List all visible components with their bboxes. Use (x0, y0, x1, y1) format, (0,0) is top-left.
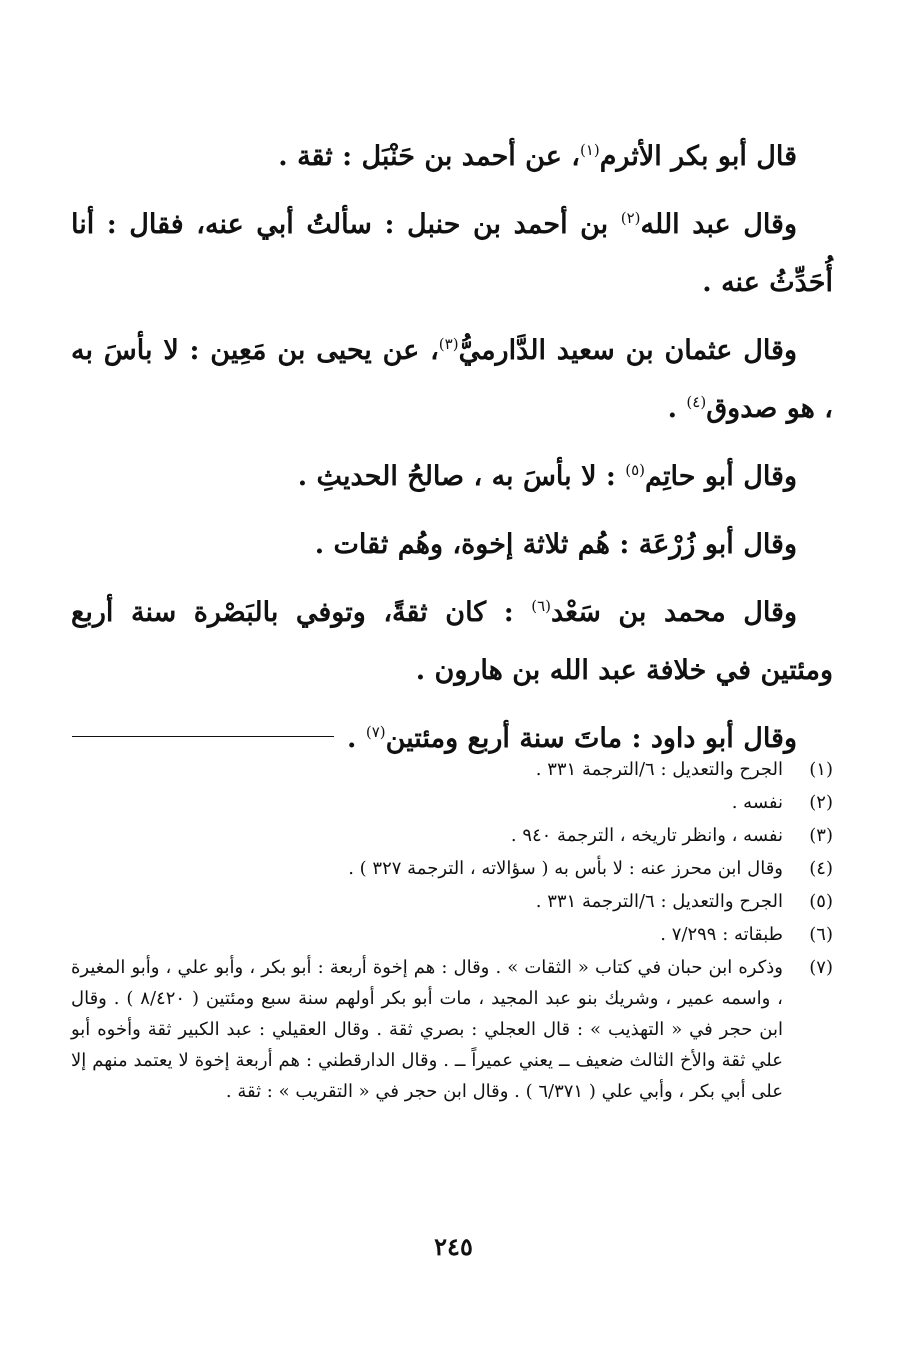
footnote-7 (71, 952, 833, 1107)
footnote-number: (٢) (809, 792, 833, 813)
paragraph-4: وقال أبو حاتِم$^{(٥)}$ : لا بأسَ به ، صالحُ الحديثِ . (297, 461, 797, 492)
footnote-3 (71, 820, 833, 851)
footnote-1 (71, 754, 833, 785)
footnotes (71, 754, 833, 1109)
footnote-text: نفسه . (731, 792, 783, 813)
footnote-2 (71, 787, 833, 818)
footnote-4 (71, 853, 833, 884)
paragraph-5: وقال أبو زُرْعَة : هُم ثلاثة إخوة، وهُم ثقات . (314, 529, 797, 560)
footnote-number: (٧) (809, 957, 833, 978)
paragraph-2: وقال عبد الله$^{(٢)}$ بن أحمد بن حنبل : سألتُ أبي عنه، فقال : أنا أُحَدِّثُ عنه . (71, 209, 833, 298)
paragraph-7: وقال أبو داود : ماتَ سنة أربع ومئتين$^{(٧)}$ . (347, 723, 797, 754)
paragraph-3: وقال عثمان بن سعيد الدَّارميُّ$^{(٣)}$، عن يحيى بن مَعِين : لا بأسَ به ، هو صدوق$^{(٤)}$ . (71, 335, 833, 424)
footnote-separator (72, 736, 334, 737)
footnote-ref-3[interactable]: (٣) (438, 335, 459, 353)
footnote-number: (٦) (809, 924, 833, 945)
footnote-ref-6[interactable]: (٦) (531, 597, 551, 615)
page-number: ٢٤٥ (434, 1232, 473, 1261)
footnote-text: الجرح والتعديل : ٦/الترجمة ٣٣١ . (535, 759, 783, 780)
footnote-text: طبقاته : ٧/٢٩٩ . (660, 924, 783, 945)
main-text (71, 128, 833, 768)
footnote-text: وذكره ابن حبان في كتاب « الثقات » . وقال : هم إخوة أربعة : أبو بكر ، وأبو علي ، وأبو المغيرة ، واسمه عمير ، وشريك بنو عبد المجيد ، مات أبو بكر أولهم سنة سبع ومئتين ( ٨/٤٢٠ ) . وقال ابن حجر في « التهذيب » : قال العجلي : بصري ثقة . وقال العقيلي : عبد الكبير ثقة وأخوه أبو علي ثقة والأخ الثالث ضعيف ــ يعني عميراً ــ . وقال الدارقطني : هم أربعة إخوة لا يعتمد منهم إلا على أبي بكر ، وأبي علي ( ٦/٣٧١ ) . وقال ابن حجر في « التقريب » : ثقة . (71, 957, 783, 1102)
footnote-text: وقال ابن محرز عنه : لا بأس به ( سؤالاته ، الترجمة ٣٢٧ ) . (348, 858, 783, 879)
footnote-ref-4[interactable]: (٤) (686, 393, 707, 411)
footnote-number: (٣) (809, 825, 833, 846)
footnote-text: نفسه ، وانظر تاريخه ، الترجمة ٩٤٠ . (510, 825, 783, 846)
footnote-ref-2[interactable]: (٢) (620, 209, 641, 227)
footnote-6 (71, 919, 833, 950)
footnote-number: (٥) (809, 891, 833, 912)
paragraph-1: قال أبو بكر الأثرم$^{(١)}$، عن أحمد بن حَنْبَل : ثقة . (278, 141, 797, 172)
footnote-number: (٤) (809, 858, 833, 879)
paragraph-6: وقال محمد بن سَعْد$^{(٦)}$ : كان ثقةً، وتوفي بالبَصْرة سنة أربع ومئتين في خلافة عبد الله بن هارون . (71, 597, 833, 686)
footnote-number: (١) (809, 759, 833, 780)
footnote-ref-5[interactable]: (٥) (625, 461, 646, 479)
footnote-ref-7[interactable]: (٧) (365, 723, 386, 741)
footnote-ref-1[interactable]: (١) (579, 141, 600, 159)
footnote-text: الجرح والتعديل : ٦/الترجمة ٣٣١ . (535, 891, 783, 912)
footnote-5 (71, 886, 833, 917)
